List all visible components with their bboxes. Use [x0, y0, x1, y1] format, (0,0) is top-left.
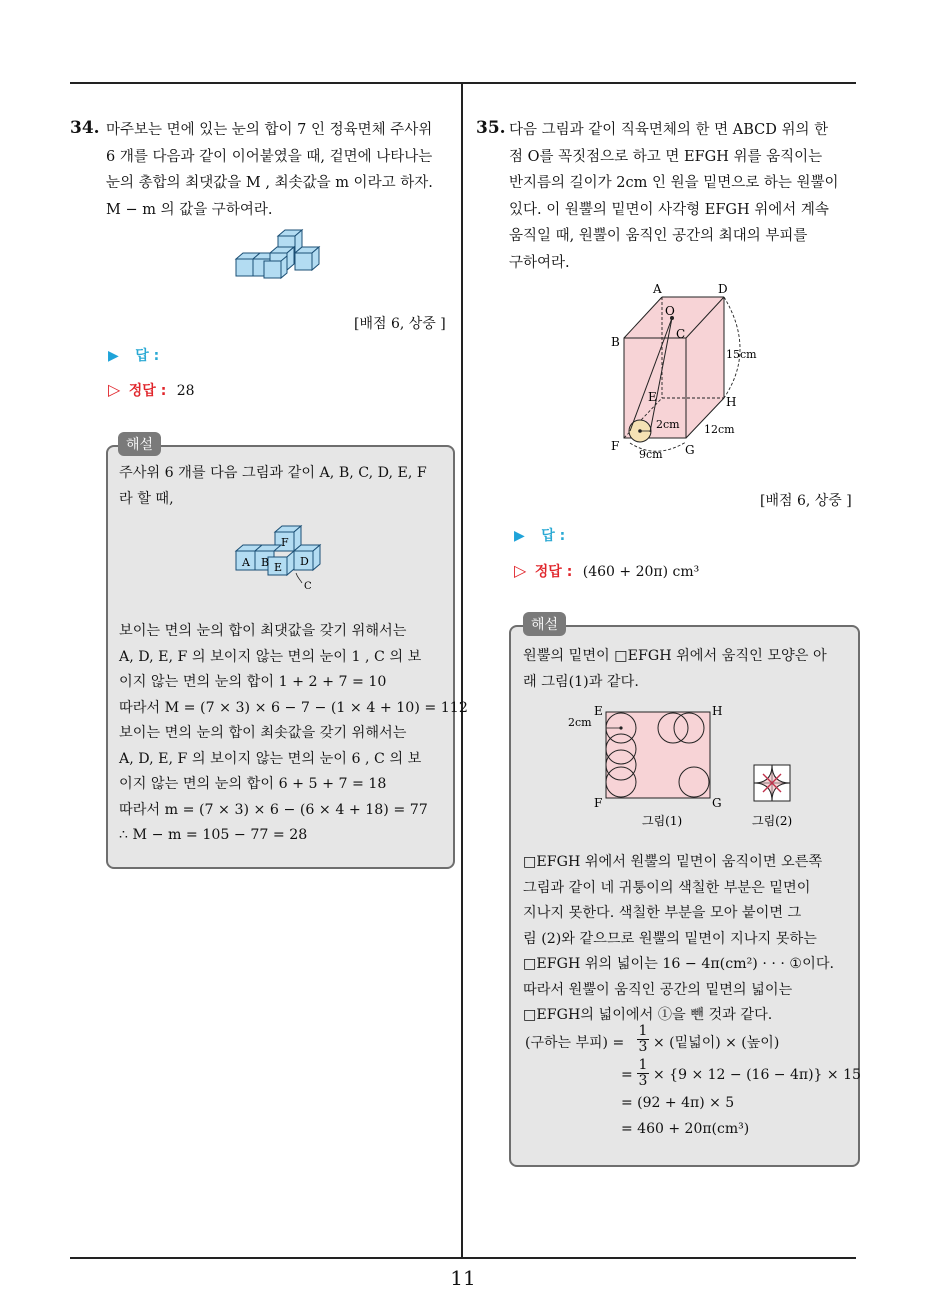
q35-sol-line: 따라서 원뿔이 움직인 공간의 밑면의 넓이는 — [523, 981, 793, 998]
formula-line1-rest: × (밑넓이) × (높이) — [653, 1035, 780, 1051]
fig1-caption: 그림(1) — [642, 814, 683, 828]
q34-line: 마주보는 면에 있는 눈의 합이 7 인 정육면체 주사위 — [106, 122, 433, 138]
q34-cubes-figure — [234, 228, 326, 280]
outline-triangle-icon: ▷ — [108, 380, 121, 399]
q34-correct-value: 28 — [176, 383, 195, 399]
q34-solution-tag: 해설 — [118, 432, 161, 456]
q35-correct-row — [514, 561, 699, 581]
q35-score: [배점 6, 상중 ] — [760, 493, 852, 509]
q35-sol-line: 지나지 못한다. 색칠한 부분을 모아 붙이면 그 — [523, 905, 802, 921]
formula-fraction-1 — [637, 1024, 649, 1055]
cube-label-e: E — [274, 561, 283, 574]
play-triangle-icon: ▶ — [514, 528, 525, 544]
cube-label-a: A — [242, 556, 250, 569]
vertex-c-label: C — [676, 327, 686, 341]
q34-solution-text-a — [119, 461, 427, 512]
q34-correct-label: 정답 : — [128, 383, 167, 399]
vertex-b-label: B — [611, 335, 620, 349]
q34-sol-line: A, D, E, F 의 보이지 않는 면의 눈이 6 , C 의 보 — [119, 750, 422, 767]
fig1-g-label: G — [712, 796, 722, 810]
q34-score: [배점 6, 상중 ] — [354, 316, 446, 332]
q35-solution-text-b — [523, 850, 834, 1029]
q35-line: 움직일 때, 원뿔이 움직인 공간의 최대의 부피를 — [509, 228, 808, 244]
q35-solution-figures — [564, 703, 814, 831]
vertex-h-label: H — [726, 395, 737, 409]
formula-line4: = 460 + 20π(cm³) — [621, 1121, 750, 1137]
radius-label: 2cm — [656, 418, 680, 431]
q35-sol-line: 원뿔의 밑면이 □EFGH 위에서 움직인 모양은 아 — [523, 648, 827, 664]
top-rule — [70, 82, 856, 84]
fig1-e-label: E — [594, 704, 603, 718]
q35-answer-row — [514, 525, 565, 545]
formula-line2-rest: × {9 × 12 − (16 − 4π)} × 15 — [653, 1067, 861, 1083]
q34-labelled-cubes-figure — [232, 523, 332, 595]
q35-solution-text-a — [523, 644, 827, 695]
vertex-d-label: D — [718, 282, 728, 296]
q35-line: 다음 그림과 같이 직육면체의 한 면 ABCD 위의 한 — [509, 122, 829, 138]
q35-line: 점 O를 꼭짓점으로 하고 면 EFGH 위를 움직이는 — [509, 148, 823, 165]
vertex-f-label: F — [611, 439, 620, 453]
q34-sol-line: 이지 않는 면의 눈의 합이 1 + 2 + 7 = 10 — [119, 674, 387, 690]
q34-answer-row — [108, 345, 159, 365]
q34-sol-line: 라 할 때, — [119, 490, 174, 507]
q35-sol-line: □EFGH 위의 넓이는 16 − 4π(cm²) · · · ①이다. — [523, 956, 835, 972]
cube-label-d: D — [300, 555, 309, 568]
q35-solution-tag: 해설 — [523, 612, 566, 636]
cube-label-c: C — [304, 581, 312, 592]
q35-line: 반지름의 길이가 2cm 인 원을 밑면으로 하는 원뿔이 — [509, 175, 839, 191]
q35-correct-value: (460 + 20π) cm³ — [582, 564, 700, 580]
vertex-g-label: G — [685, 443, 695, 457]
page-number: 11 — [450, 1266, 476, 1290]
q35-line: 있다. 이 원뿔의 밑면이 사각형 EFGH 위에서 계속 — [509, 201, 829, 218]
q35-answer-label: 답 : — [541, 528, 566, 544]
q35-sol-line: 래 그림(1)과 같다. — [523, 673, 639, 690]
q34-sol-line: 이지 않는 면의 눈의 합이 6 + 5 + 7 = 18 — [119, 776, 387, 792]
q34-sol-line: 따라서 M = (7 × 3) × 6 − 7 − (1 × 4 + 10) = 112 — [119, 699, 468, 716]
q34-solution-text-b — [119, 619, 468, 849]
height-label: 15cm — [726, 348, 757, 361]
frac-num: 1 — [638, 1023, 648, 1039]
q35-line: 구하여라. — [509, 254, 570, 271]
q34-sol-line: 보이는 면의 눈의 합이 최솟값을 갖기 위해서는 — [119, 725, 407, 741]
fig1-f-label: F — [594, 796, 603, 810]
q34-answer-label: 답 : — [135, 348, 160, 364]
q34-line: 눈의 총합의 최댓값을 M , 최솟값을 m 이라고 하자. — [106, 175, 433, 191]
question-35-number: 35. — [476, 118, 506, 138]
equals-sign: = — [621, 1067, 633, 1083]
q34-sol-line: ∴ M − m = 105 − 77 = 28 — [119, 827, 308, 843]
formula-line3: = (92 + 4π) × 5 — [621, 1095, 735, 1111]
question-34-text — [106, 117, 433, 223]
q35-sol-line: □EFGH 위에서 원뿔의 밑면이 움직이면 오른쪽 — [523, 854, 823, 870]
q35-cuboid-figure — [606, 280, 766, 460]
q35-sol-line: □EFGH의 넓이에서 ①을 뺀 것과 같다. — [523, 1007, 773, 1023]
q34-sol-line: 주사위 6 개를 다음 그림과 같이 A, B, C, D, E, F — [119, 465, 427, 481]
q35-correct-label: 정답 : — [534, 564, 573, 580]
q34-sol-line: A, D, E, F 의 보이지 않는 면의 눈이 1 , C 의 보 — [119, 648, 422, 665]
fig1-radius-label: 2cm — [568, 716, 592, 729]
width-label: 9cm — [639, 448, 663, 460]
q35-sol-line: 그림과 같이 네 귀퉁이의 색칠한 부분은 밑면이 — [523, 879, 811, 896]
q34-correct-row — [108, 380, 195, 400]
vertex-e-label: E — [648, 390, 657, 404]
question-35-text — [509, 117, 839, 276]
outline-triangle-icon: ▷ — [514, 561, 527, 580]
fig1-h-label: H — [712, 704, 723, 718]
frac-den: 3 — [638, 1073, 648, 1089]
q34-line: 6 개를 다음과 같이 이어붙였을 때, 겉면에 나타나는 — [106, 148, 433, 165]
frac-den: 3 — [638, 1039, 648, 1055]
q34-sol-line: 따라서 m = (7 × 3) × 6 − (6 × 4 + 18) = 77 — [119, 801, 428, 818]
frac-num: 1 — [638, 1057, 648, 1073]
vertex-a-label: A — [653, 282, 662, 296]
bottom-rule — [70, 1257, 856, 1259]
cube-label-b: B — [261, 556, 270, 569]
question-34-number: 34. — [70, 118, 100, 138]
fig2-caption: 그림(2) — [752, 814, 793, 828]
formula-fraction-2 — [637, 1058, 649, 1089]
cube-label-f: F — [281, 536, 289, 549]
play-triangle-icon: ▶ — [108, 348, 119, 364]
vertex-o-label: O — [665, 304, 675, 318]
depth-label: 12cm — [704, 423, 735, 436]
q35-sol-line: 림 (2)와 같으므로 원뿔의 밑면이 지나지 못하는 — [523, 930, 817, 947]
formula-lhs: (구하는 부피) = — [525, 1035, 625, 1051]
q34-line: M − m 의 값을 구하여라. — [106, 201, 273, 218]
q34-sol-line: 보이는 면의 눈의 합이 최댓값을 갖기 위해서는 — [119, 623, 407, 639]
